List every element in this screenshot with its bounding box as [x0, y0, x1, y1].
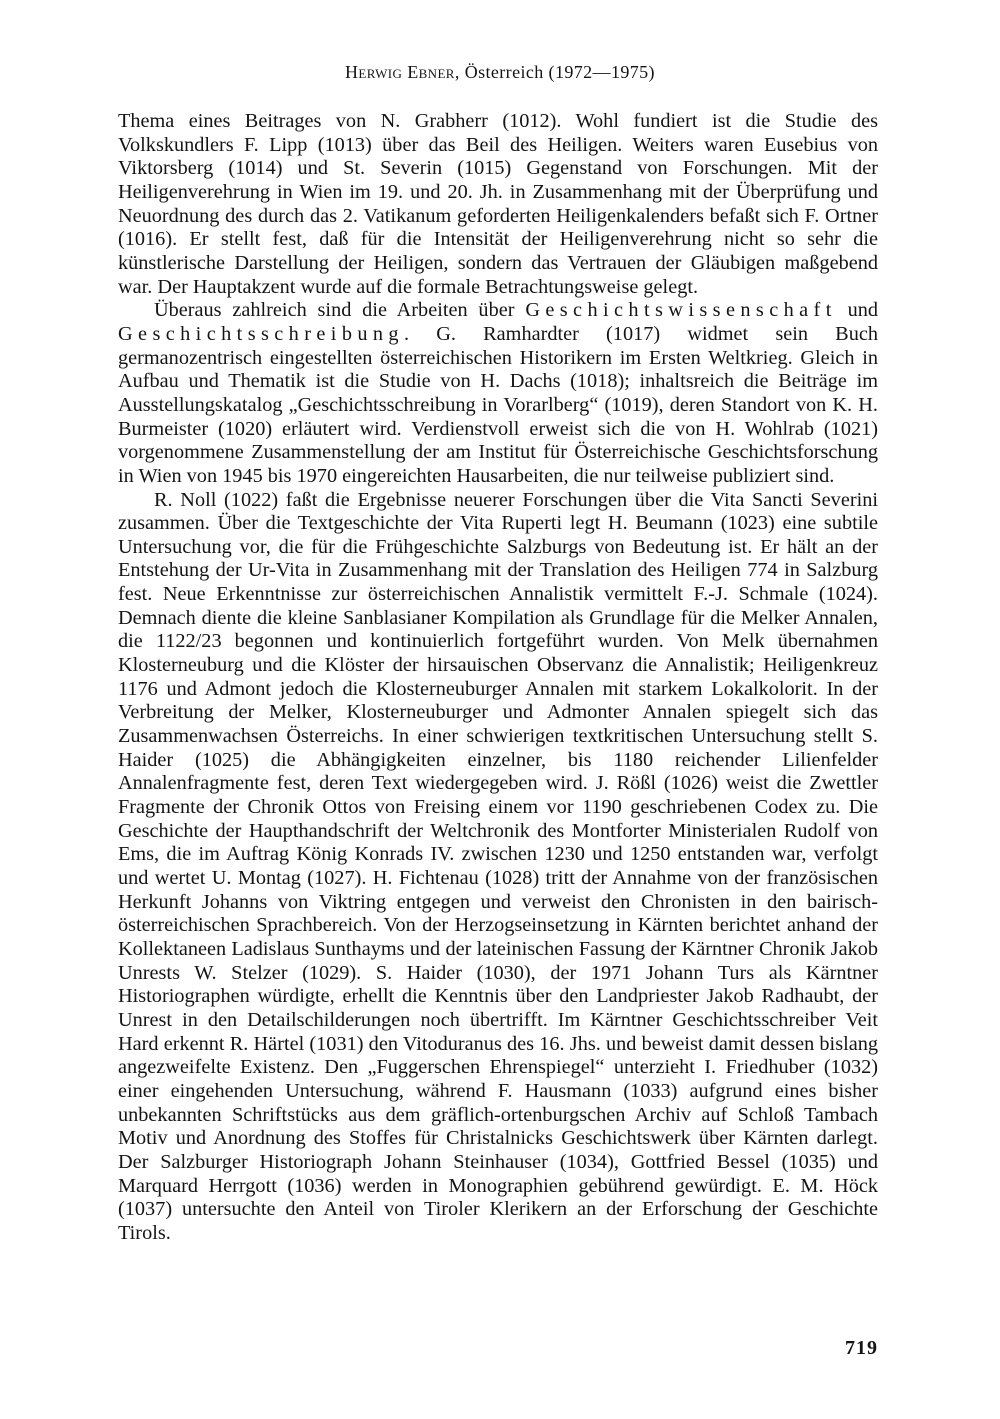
- paragraph-2-intro: Überaus zahlreich sind die Arbeiten über: [154, 299, 515, 322]
- paragraph-2-and: und: [847, 299, 878, 322]
- spaced-term-geschichtsschreibung: Geschichtsschreibung: [118, 322, 404, 345]
- paragraph-3: R. Noll (1022) faßt die Ergebnisse neuerer Forschungen über die Vita Sancti Severini zusammen. Über die Textgeschichte der Vita Ruperti legt H. Beumann (1023) eine subtile Untersuchung vor, die für die Frühgeschichte Salzburgs von Bedeutung ist. Er hält an der Entstehung der Ur-Vita in Zusammenhang mit der Translation des Heiligen 774 in Salzburg fest. Neue Erkenntnisse zur österreichischen Annalistik vermittelt F.-J. Schmale (1024). Demnach diente die kleine Sanblasianer Kompilation als Grundlage für die Melker Annalen, die 1122/23 begonnen und kontinuierlich fortgeführt wurden. Von Melk übernahmen Klosterneuburg und die Klöster der hirsauischen Observanz die Annalistik; Heiligenkreuz 1176 und Admont jedoch die Klosterneuburger Annalen mit starkem Lokalkolorit. In der Verbreitung der Melker, Klosterneuburger und Admonter Annalen spiegelt sich das Zusammenwachsen Österreichs. In einer schwierigen textkritischen Untersuchung stellt S. Haider (1025) die Abhängigkeiten einzelner, bis 1180 reichender Lilienfelder Annalenfragmente fest, deren Text wiedergegeben wird. J. Rößl (1026) weist die Zwettler Fragmente der Chronik Ottos von Freising einem vor 1190 geschriebenen Codex zu. Die Geschichte der Haupthandschrift der Weltchronik des Montforter Ministerialen Rudolf von Ems, die im Auftrag König Konrads IV. zwischen 1230 und 1250 entstanden war, verfolgt und wertet U. Montag (1027). H. Fichtenau (1028) tritt der Annahme von der französischen Herkunft Johanns von Viktring entgegen und verweist den Chronisten in den bairisch-österreichischen Sprachbereich. Von der Herzogseinsetzung in Kärnten berichtet anhand der Kollektaneen Ladislaus Sunthayms und der lateinischen Fassung der Kärntner Chronik Jakob Unrests W. Stelzer (1029). S. Haider (1030), der 1971 Johann Turs als Kärntner Historiographen würdigte, erhellt die Kenntnis über den Landpriester Jakob Radhaubt, der Unrest in den Detailschilderungen noch übertrifft. Im Kärntner Geschichtsschreiber Veit Hard erkennt R. Härtel (1031) den Vitoduranus des 16. Jhs. und beweist damit dessen bislang angezweifelte Existenz. Den „Fuggerschen Ehrenspiegel“ unterzieht I. Friedhuber (1032) einer eingehenden Untersuchung, während F. Hausmann (1033) aufgrund eines bisher unbekannten Schriftstücks aus dem gräflich-ortenburgschen Archiv auf Schloß Tambach Motiv und Anordnung des Stoffes für Christalnicks Geschichtswerk über Kärnten darlegt. Der Salzburger Historiograph Johann Steinhauser (1034), Gottfried Bessel (1035) und Marquard Herrgott (1036) werden in Monographien gebührend gewürdigt. E. M. Höck (1037) untersuchte den Anteil von Tiroler Klerikern an der Erforschung der Geschichte Tirols.: [118, 488, 878, 1244]
- body-text: [118, 110, 878, 1246]
- page-number: 719: [845, 1337, 878, 1359]
- paragraph-2: [118, 299, 878, 488]
- header-title: , Österreich (1972—1975): [454, 62, 655, 82]
- spaced-term-geschichtswissenschaft: Geschichtswissenschaft: [525, 299, 837, 322]
- header-author: Herwig Ebner: [345, 62, 455, 82]
- running-header: [0, 62, 1000, 83]
- paragraph-2-rest: . G. Ramhardter (1017) widmet sein Buch germanozentrisch eingestellten österreichischen Historikern im Ersten Weltkrieg. Gleich in Aufbau und Thematik ist die Studie von H. Dachs (1018); inhaltsreich die Beiträge im Ausstellungskatalog „Geschichtsschreibung in Vorarlberg“ (1019), deren Standort von K. H. Burmeister (1020) erläutert wird. Verdienstvoll erweist sich die von H. Wohlrab (1021) vorgenommene Zusammenstellung der am Institut für Österreichische Geschichtsforschung in Wien von 1945 bis 1970 eingereichten Hausarbeiten, die nur teilweise publiziert sind.: [118, 322, 878, 487]
- paragraph-1: Thema eines Beitrages von N. Grabherr (1012). Wohl fundiert ist die Studie des Volkskundlers F. Lipp (1013) über das Beil des Heiligen. Weiters waren Eusebius von Viktorsberg (1014) und St. Severin (1015) Gegenstand von Forschungen. Mit der Heiligenverehrung in Wien im 19. und 20. Jh. in Zusammenhang mit der Überprüfung und Neuordnung des durch das 2. Vatikanum geforderten Heiligenkalenders befaßt sich F. Ortner (1016). Er stellt fest, daß für die Intensität der Heiligenverehrung nicht so sehr die künstlerische Darstellung der Heiligen, sondern das Vertrauen der Gläubigen maßgebend war. Der Hauptakzent wurde auf die formale Betrachtungsweise gelegt.: [118, 110, 878, 298]
